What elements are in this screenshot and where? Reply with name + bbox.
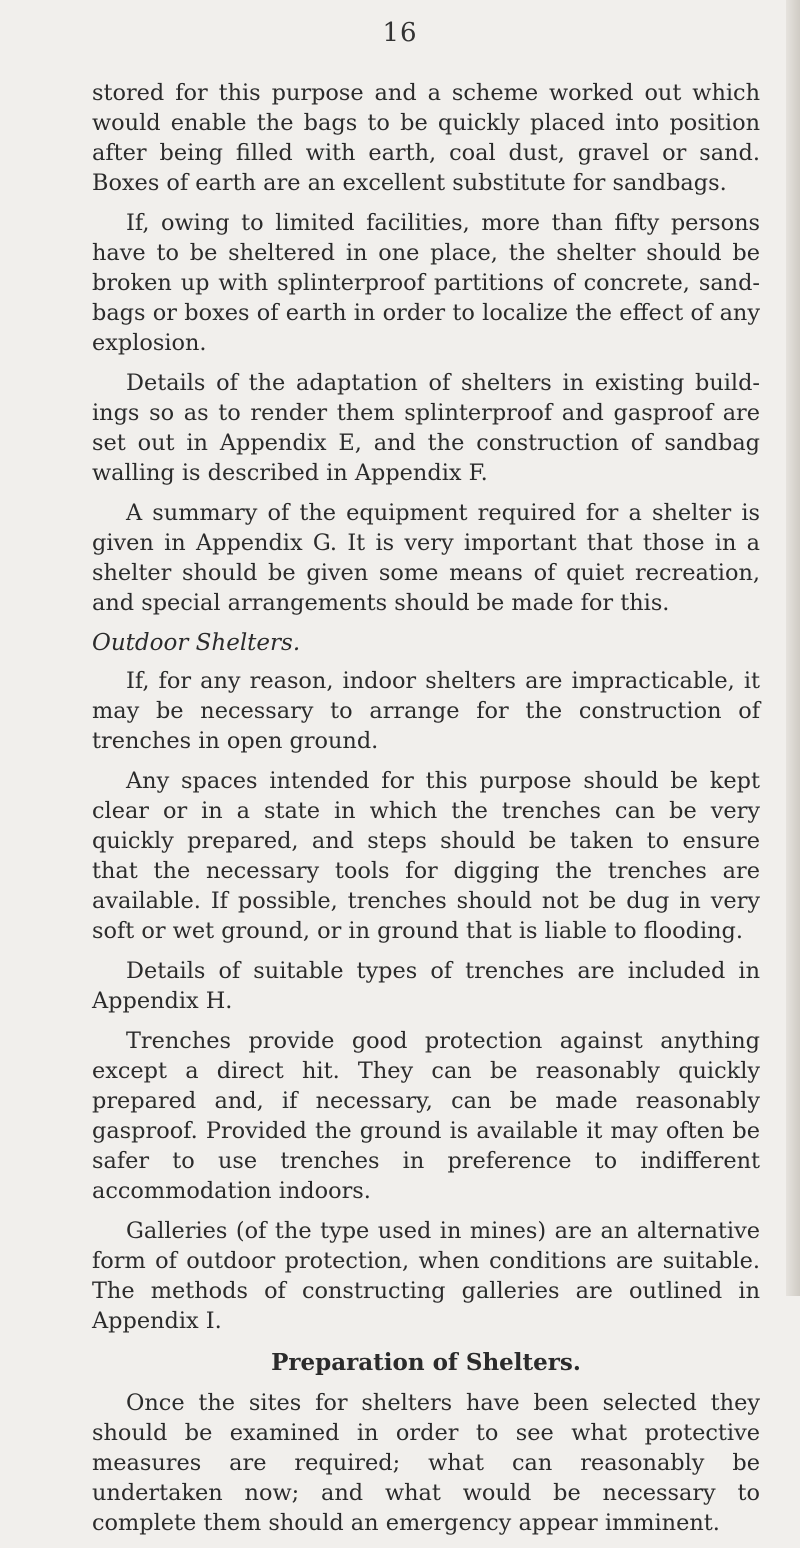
section-heading-preparation: Preparation of Shelters. — [271, 1349, 581, 1376]
paragraph-partitions: If, owing to limited facilities, more than fifty persons have to be sheltered in one place, the shelter should be broken up with splinterproof partitions of concrete, sand-bags or boxes of earth in order to localize the effect of any explosion. — [92, 210, 760, 356]
paragraph-trench-spaces: Any spaces intended for this purpose should be kept clear or in a state in which the trenches can be very quickly prepared, and steps should be taken to ensure that the necessary tools for digging the trenches are available. If possible, trenches should not be dug in very soft or wet ground, or in ground that is liable to flooding. — [92, 768, 760, 944]
paragraph-equipment-summary: A summary of the equipment required for a shelter is given in Appendix G. It is very important that those in a shelter should be given some means of quiet recreation, and special arrangements should be made for this. — [92, 500, 760, 616]
paragraph-continuation: stored for this purpose and a scheme worked out which would enable the bags to be quickly placed into position after being filled with earth, coal dust, gravel or sand. Boxes of earth are an excellent substitute for sandbags. — [92, 80, 760, 196]
page-edge-shadow — [786, 0, 800, 1296]
page-number: 16 — [382, 18, 418, 48]
paragraph-adaptation-details: Details of the adaptation of shelters in existing build-ings so as to render them splinterproof and gasproof are set out in Appendix E, and the construction of sandbag walling is described in Appendix F. — [92, 370, 760, 486]
paragraph-trenches-intro: If, for any reason, indoor shelters are impracticable, it may be necessary to arrange for the construction of trenches in open ground. — [92, 668, 760, 754]
paragraph-preparation: Once the sites for shelters have been selected they should be examined in order to see what protective measures are required; what can reasonably be undertaken now; and what would be necessary to complete them should an emergency appear imminent. — [92, 1390, 760, 1536]
page-body — [92, 78, 760, 1548]
paragraph-trench-protection: Trenches provide good protection against anything except a direct hit. They can be reasonably quickly prepared and, if necessary, can be made reasonably gasproof. Provided the ground is available it may often be safer to use trenches in preference to indifferent accommodation indoors. — [92, 1028, 760, 1204]
paragraph-trench-types: Details of suitable types of trenches are included in Appendix H. — [92, 958, 760, 1014]
subheading-outdoor-shelters: Outdoor Shelters. — [92, 630, 301, 656]
paragraph-galleries: Galleries (of the type used in mines) are an alternative form of outdoor protection, when conditions are suitable. The methods of constructing galleries are outlined in Appendix I. — [92, 1218, 760, 1334]
